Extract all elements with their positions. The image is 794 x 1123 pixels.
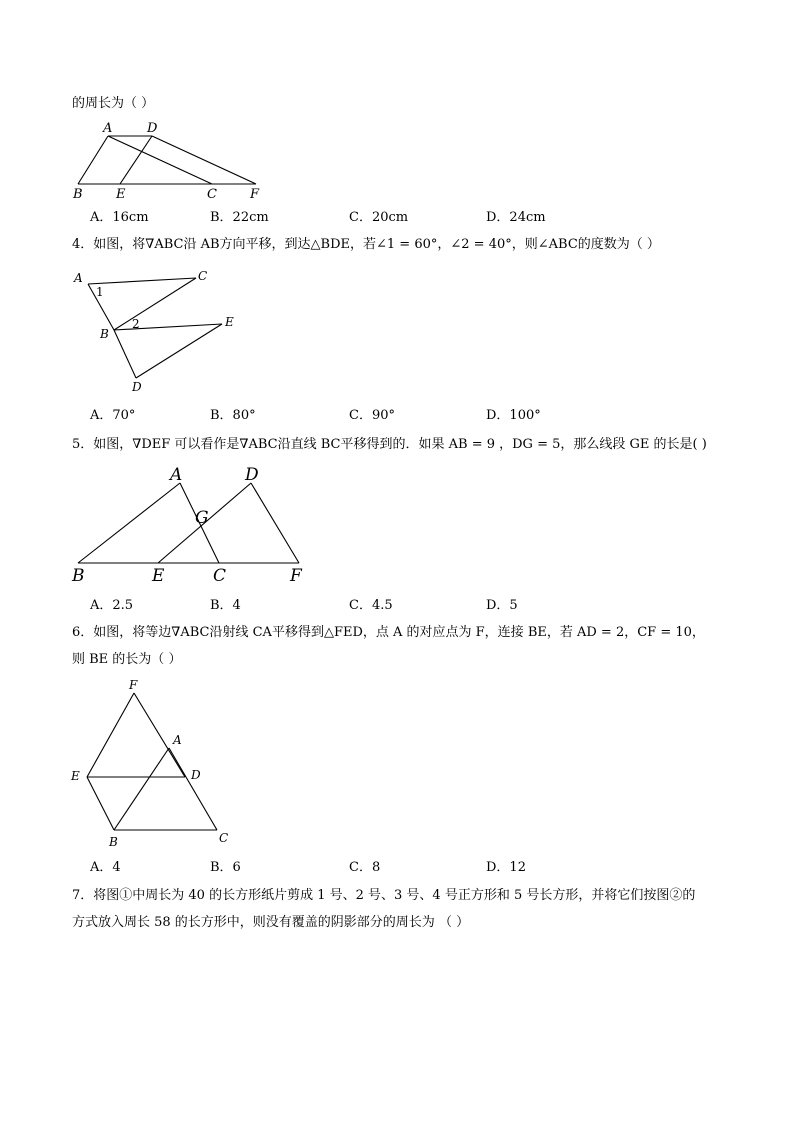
q4-stem: 4．如图，将∇ABC沿 AB方向平移，到达△BDE，若∠1 = 60°，∠2 = 40°，则∠ABC的度数为（ ） — [72, 237, 660, 252]
q6-options — [90, 860, 610, 876]
q6-label-A: A — [173, 733, 182, 747]
q3-label-E: E — [116, 187, 126, 202]
q5-option-b[interactable]: B．4 — [210, 598, 241, 613]
q6-option-d[interactable]: D．12 — [486, 860, 526, 875]
q4-option-d[interactable]: D．100° — [486, 408, 541, 423]
q7-stem-line2: 方式放入周长 58 的长方形中，则没有覆盖的阴影部分的周长为 （ ） — [72, 915, 470, 930]
q4-label-B: B — [100, 327, 109, 341]
q3-label-C: C — [207, 187, 217, 202]
q5-figure — [70, 462, 310, 588]
q3-option-d[interactable]: D．24cm — [486, 210, 546, 225]
q3-seg-DF — [152, 136, 256, 184]
q7-stem-line1: 7．将图①中周长为 40 的长方形纸片剪成 1 号、2 号、3 号、4 号正方形和 5 号长方形，并将它们按图②的 — [72, 888, 696, 903]
q6-label-C: C — [219, 831, 229, 845]
q3-option-c[interactable]: C．20cm — [349, 210, 409, 225]
q5-seg-DF — [251, 483, 299, 563]
q4-label-E: E — [225, 315, 234, 329]
q4-angle-2: 2 — [132, 317, 140, 331]
q5-seg-AB — [78, 483, 180, 563]
q3-seg-AB — [78, 136, 108, 184]
q3-figure — [70, 118, 270, 202]
q5-option-d[interactable]: D．5 — [486, 598, 518, 613]
q4-label-C: C — [198, 269, 208, 283]
q6-seg-FE — [87, 693, 134, 777]
q6-seg-EB — [87, 777, 114, 830]
q6-label-F: F — [129, 678, 138, 692]
q6-option-a[interactable]: A．4 — [90, 860, 121, 875]
q4-seg-BE — [114, 324, 222, 330]
q6-label-B: B — [109, 835, 118, 849]
q4-label-D: D — [132, 380, 142, 394]
q5-label-G: G — [195, 508, 209, 528]
q4-options — [90, 408, 610, 424]
q3-option-a[interactable]: A．16cm — [90, 210, 149, 225]
q6-seg-BA — [114, 748, 169, 830]
q3-seg-AC — [108, 136, 212, 184]
q3-stem: 的周长为（ ） — [72, 96, 155, 111]
q5-label-E: E — [152, 566, 165, 586]
q5-option-c[interactable]: C．4.5 — [349, 598, 393, 613]
q6-figure — [66, 676, 241, 852]
q5-options — [90, 598, 610, 614]
q5-label-B: B — [72, 566, 85, 586]
q6-option-c[interactable]: C．8 — [349, 860, 381, 875]
q4-label-A: A — [74, 271, 83, 285]
q6-label-E: E — [71, 769, 80, 783]
q6-label-D: D — [191, 768, 201, 782]
q4-seg-AC — [88, 278, 196, 284]
q6-seg-AC — [169, 748, 217, 830]
q4-option-c[interactable]: C．90° — [349, 408, 395, 423]
q5-label-C: C — [213, 566, 227, 586]
q6-stem-line2: 则 BE 的长为（ ） — [72, 652, 182, 667]
q5-stem: 5．如图，∇DEF 可以看作是∇ABC沿直线 BC平移得到的．如果 AB = 9 ，DG = 5，那么线段 GE 的长是( ) — [72, 437, 707, 452]
q5-label-D: D — [245, 465, 259, 485]
q3-label-A: A — [103, 121, 113, 136]
q3-label-F: F — [250, 187, 260, 202]
q4-angle-1: 1 — [96, 285, 104, 299]
q4-seg-BC — [114, 278, 196, 330]
q6-stem-line1: 6．如图，将等边∇ABC沿射线 CA平移得到△FED，点 A 的对应点为 F，连接 BE，若 AD = 2，CF = 10， — [72, 625, 705, 640]
q6-option-b[interactable]: B．6 — [210, 860, 241, 875]
q3-label-D: D — [147, 121, 158, 136]
q3-label-B: B — [73, 187, 83, 202]
q3-option-b[interactable]: B．22cm — [210, 210, 269, 225]
q4-figure — [70, 264, 250, 396]
q5-label-F: F — [290, 566, 302, 586]
q4-option-a[interactable]: A．70° — [90, 408, 136, 423]
q3-options — [90, 210, 610, 226]
q4-option-b[interactable]: B．80° — [210, 408, 256, 423]
q5-option-a[interactable]: A．2.5 — [90, 598, 134, 613]
q4-seg-BD — [114, 330, 136, 378]
q5-label-A: A — [170, 465, 183, 485]
q4-seg-DE — [136, 324, 222, 378]
